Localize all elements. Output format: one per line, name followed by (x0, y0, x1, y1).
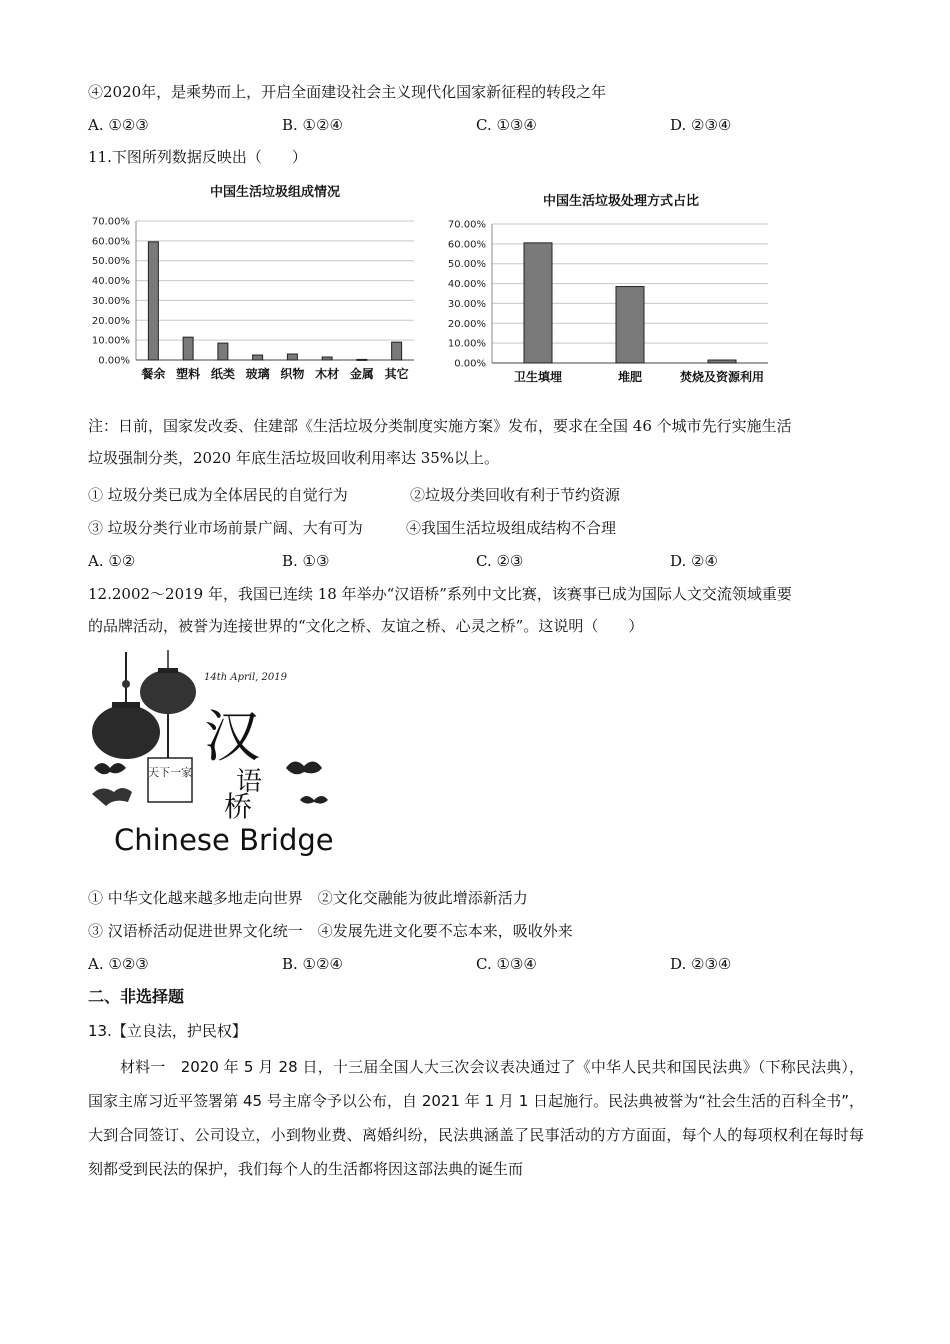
q10-option-b: B. ①②④ (282, 116, 343, 134)
q11-stem: 11.下图所列数据反映出（ ） (88, 148, 307, 166)
y-tick-label: 0.00% (454, 358, 486, 370)
logo-date: 14th April, 2019 (204, 672, 287, 683)
bar (218, 343, 228, 360)
logo-char-qiao: 桥 (224, 790, 253, 823)
chart-garbage-treatment (436, 188, 776, 393)
y-tick-label: 50.00% (91, 256, 130, 268)
q11-option-d: D. ②④ (670, 552, 718, 570)
x-category-label: 织物 (280, 367, 305, 381)
q11-note (88, 410, 868, 474)
section-heading: 二、非选择题 (88, 987, 185, 1006)
cloud-small-icon (300, 796, 328, 804)
x-category-label: 塑料 (176, 367, 201, 381)
q12-choice-line-1: ① 中华文化越来越多地走向世界 ②文化交融能为彼此增添新活力 (88, 889, 528, 907)
logo-char-han: 汉 (204, 705, 260, 770)
q11-choice-line-2 (88, 518, 617, 538)
cloud-bottom-icon (92, 788, 132, 806)
x-category-label: 焚烧及资源利用 (679, 370, 765, 384)
lantern-left-icon (92, 705, 160, 759)
y-tick-label: 20.00% (91, 315, 130, 327)
y-tick-label: 70.00% (91, 216, 130, 228)
y-tick-label: 30.00% (447, 298, 486, 310)
bar (708, 360, 736, 363)
chart-title: 中国生活垃圾组成情况 (209, 185, 341, 200)
q11-choice-line-1 (88, 485, 621, 505)
bar (183, 337, 193, 360)
q11-option-b: B. ①③ (282, 552, 330, 570)
q12-option-b: B. ①②④ (282, 955, 343, 973)
q10-option-a: A. ①②③ (88, 116, 149, 134)
q13-title: 13.【立良法，护民权】 (88, 1022, 247, 1040)
chart-garbage-composition (88, 178, 418, 393)
y-tick-label: 50.00% (447, 259, 486, 271)
y-tick-label: 70.00% (447, 219, 486, 231)
q12-stem-line-2: 的品牌活动，被誉为连接世界的“文化之桥、友谊之桥、心灵之桥”。这说明（ ） (88, 617, 644, 635)
q11-choice-2: ②垃圾分类回收有利于节约资源 (410, 486, 621, 504)
logo-english-text: Chinese Bridge (114, 823, 334, 857)
chart-1-svg (88, 178, 418, 393)
cloud-left-icon (94, 763, 126, 774)
q13-material-1-text: 材料一 2020 年 5 月 28 日，十三届全国人大三次会议表决通过了《中华人民共和国民法典》（下称民法典），国家主席习近平签署第 45 号主席令予以公布，自 2021 年 1 月 1 日起施行。民法典被誉为“社会生活的百科全书”，大到合同签订、公司设立，小到物业费、离婚纠纷，民法典涵盖了民事活动的方方面面，每个人的每项权利在每时每刻都受到民法的保护，我们每个人的生活都将因这部法典的诞生而 (88, 1058, 864, 1178)
x-category-label: 金属 (349, 367, 374, 381)
chart-title: 中国生活垃圾处理方式占比 (542, 194, 700, 209)
lantern-right-icon (140, 670, 196, 714)
q12-choice-line-2: ③ 汉语桥活动促进世界文化统一 ④发展先进文化要不忘本来，吸收外来 (88, 922, 573, 940)
x-category-label: 木材 (315, 367, 340, 381)
q11-note-line-2: 垃圾强制分类，2020 年底生活垃圾回收利用率达 35%以上。 (88, 449, 500, 467)
q12-option-d: D. ②③④ (670, 955, 732, 973)
logo-char-yu: 语 (236, 767, 263, 797)
q11-option-c: C. ②③ (476, 552, 524, 570)
x-category-label: 餐余 (141, 367, 166, 381)
q10-option-d: D. ②③④ (670, 116, 732, 134)
q11-choice-4: ④我国生活垃圾组成结构不合理 (406, 519, 617, 537)
y-tick-label: 0.00% (98, 355, 130, 367)
bar (357, 359, 367, 360)
seal-frame (148, 758, 192, 802)
q12-option-c: C. ①③④ (476, 955, 537, 973)
seal-text-top: 天下一家 (148, 766, 192, 779)
y-tick-label: 60.00% (91, 236, 130, 248)
y-tick-label: 60.00% (447, 239, 486, 251)
q12-stem (88, 578, 868, 642)
q11-choice-1: ① 垃圾分类已成为全体居民的自觉行为 (88, 486, 348, 504)
x-category-label: 堆肥 (617, 370, 643, 384)
q12-stem-line-1: 12.2002～2019 年，我国已连续 18 年举办“汉语桥”系列中文比赛，该赛事已成为国际人文交流领域重要 (88, 585, 792, 603)
q12-option-a: A. ①②③ (88, 955, 149, 973)
q11-choice-3: ③ 垃圾分类行业市场前景广阔、大有可为 (88, 519, 363, 537)
cloud-right-icon (286, 761, 322, 774)
q10-option-c: C. ①③④ (476, 116, 537, 134)
bar (253, 355, 263, 360)
chart-2-svg (436, 188, 776, 393)
q13-material-1 (88, 1050, 864, 1186)
y-tick-label: 10.00% (91, 335, 130, 347)
x-category-label: 纸类 (210, 367, 235, 381)
bar (616, 287, 644, 363)
y-tick-label: 20.00% (447, 318, 486, 330)
bar (392, 342, 402, 360)
bar (322, 357, 332, 360)
q11-option-a: A. ①② (88, 552, 136, 570)
chinese-bridge-logo (86, 648, 346, 863)
y-tick-label: 10.00% (447, 338, 486, 350)
x-category-label: 卫生填埋 (513, 370, 563, 384)
x-category-label: 玻璃 (245, 367, 270, 381)
x-category-label: 其它 (384, 367, 409, 381)
bar (148, 242, 158, 360)
bar (524, 243, 552, 363)
q11-note-line-1: 注：日前，国家发改委、住建部《生活垃圾分类制度实施方案》发布，要求在全国 46 个城市先行实施生活 (88, 417, 792, 435)
y-tick-label: 40.00% (91, 276, 130, 288)
y-tick-label: 40.00% (447, 279, 486, 291)
bar (287, 354, 297, 360)
y-tick-label: 30.00% (91, 295, 130, 307)
q10-item-4: ④2020年，是乘势而上，开启全面建设社会主义现代化国家新征程的转段之年 (88, 83, 607, 101)
chinese-bridge-logo-art (86, 648, 346, 863)
